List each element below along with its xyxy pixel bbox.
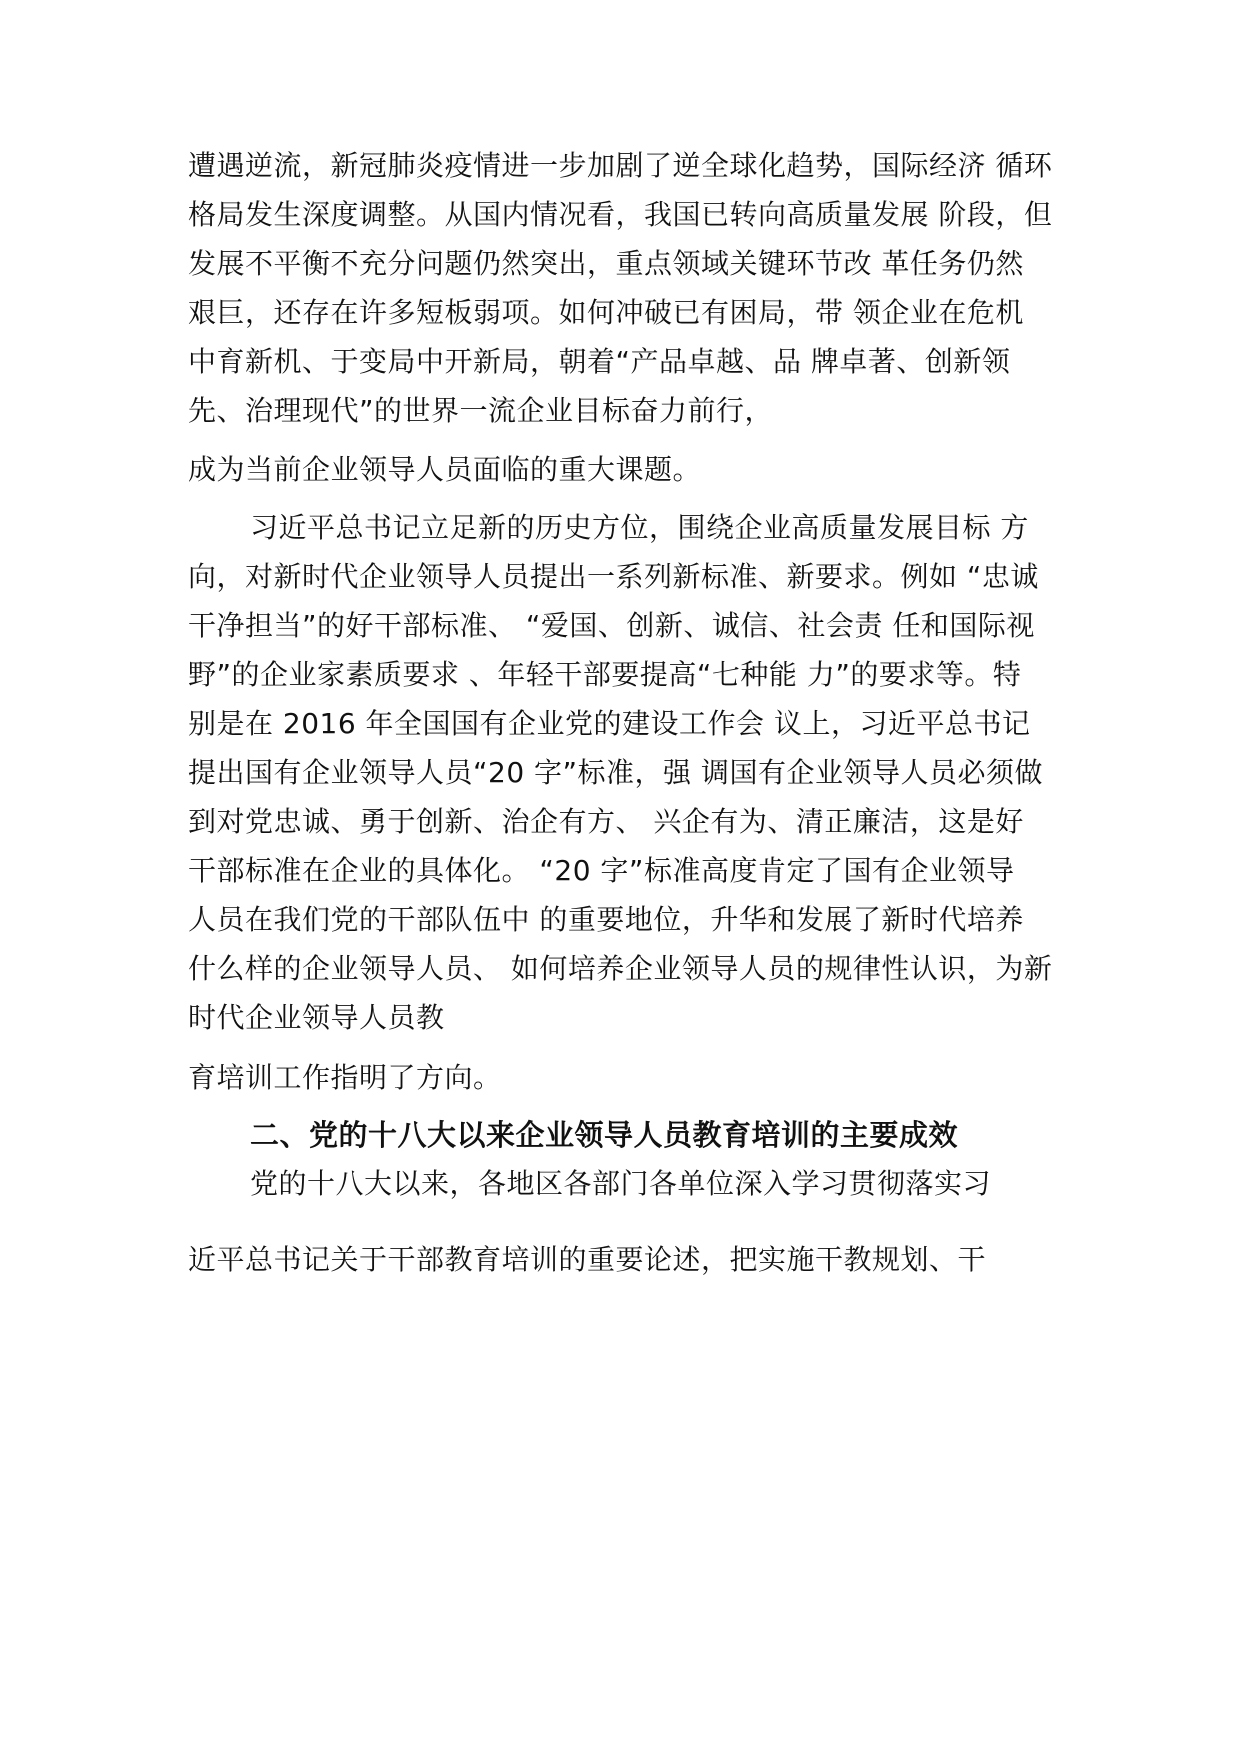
text-line: 提出国有企业领导人员“20 字”标准，强 调国有企业领导人员必须做 — [188, 756, 1043, 789]
text-line: 近平总书记关于干部教育培训的重要论述，把实施干教规划、干 — [188, 1243, 987, 1276]
text-line: 中育新机、于变局中开新局，朝着“产品卓越、品 牌卓著、创新领 — [188, 345, 1011, 378]
text-line: 格局发生深度调整。从国内情况看，我国已转向高质量发展 阶段，但 — [188, 198, 1053, 231]
text-line: 遭遇逆流，新冠肺炎疫情进一步加剧了逆全球化趋势，国际经济 循环 — [188, 149, 1053, 182]
text-line: 干部标准在企业的具体化。 “20 字”标准高度肯定了国有企业领导 — [188, 854, 1015, 887]
text-line: 人员在我们党的干部队伍中 的重要地位，升华和发展了新时代培养 — [188, 903, 1024, 936]
text-line: 干净担当”的好干部标准、 “爱国、创新、诚信、社会责 任和国际视 — [188, 609, 1035, 642]
text-line: 到对党忠诚、勇于创新、治企有方、 兴企有为、清正廉洁，这是好 — [188, 805, 1024, 838]
text-line: 艰巨，还存在许多短板弱项。如何冲破已有困局，带 领企业在危机 — [188, 296, 1024, 329]
text-line: 成为当前企业领导人员面临的重大课题。 — [188, 453, 702, 486]
text-line: 育培训工作指明了方向。 — [188, 1061, 502, 1094]
text-line: 向，对新时代企业领导人员提出一系列新标准、新要求。例如 “忠诚 — [188, 560, 1039, 593]
text-line: 时代企业领导人员教 — [188, 1001, 445, 1034]
text-line: 先、治理现代”的世界一流企业目标奋力前行， — [188, 394, 774, 427]
paragraph-first-line: 党的十八大以来，各地区各部门各单位深入学习贯彻落实习 — [250, 1167, 992, 1200]
text-line: 别是在 2016 年全国国有企业党的建设工作会 议上，习近平总书记 — [188, 707, 1031, 740]
text-line: 野”的企业家素质要求 、年轻干部要提高“七种能 力”的要求等。特 — [188, 658, 1022, 691]
section-heading: 二、党的十八大以来企业领导人员教育培训的主要成效 — [250, 1118, 959, 1152]
paragraph-first-line: 习近平总书记立足新的历史方位，围绕企业高质量发展目标 方 — [250, 511, 1029, 544]
text-line: 什么样的企业领导人员、 如何培养企业领导人员的规律性认识，为新 — [188, 952, 1053, 985]
text-line: 发展不平衡不充分问题仍然突出，重点领域关键环节改 革任务仍然 — [188, 247, 1024, 280]
